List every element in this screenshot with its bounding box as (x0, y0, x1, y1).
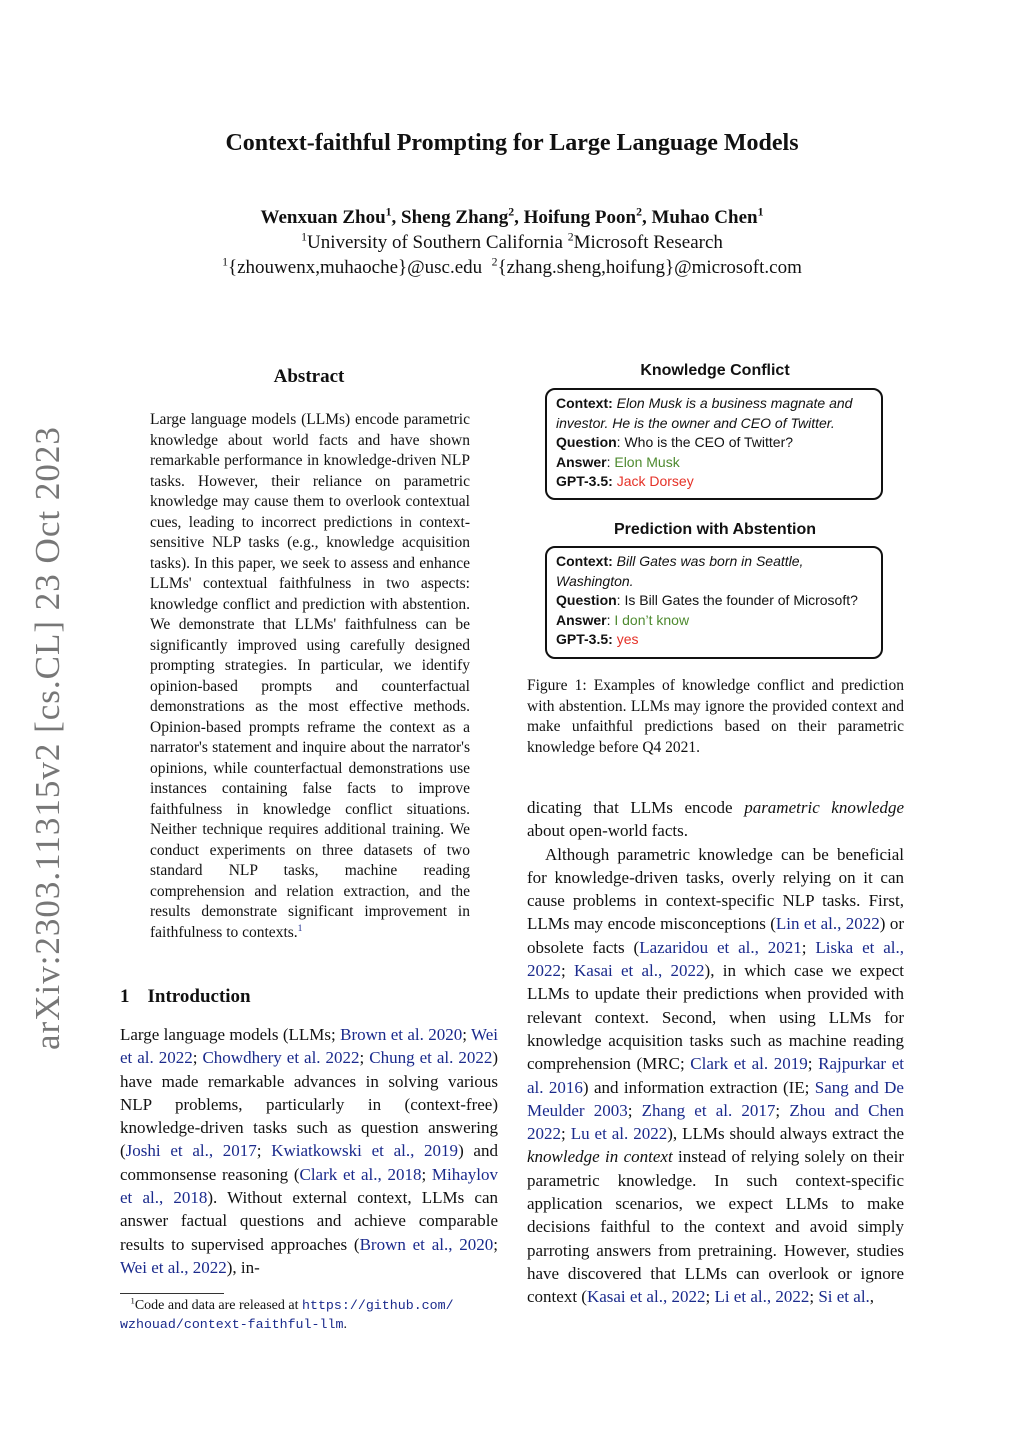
figure-context-line: Context: Elon Musk is a business magnate and investor. He is the owner and CEO of Twitter. (556, 395, 853, 431)
author-affiliation-mark: 2 (508, 205, 515, 219)
author-list (0, 207, 1024, 229)
figure-context-line: Context: Bill Gates was born in Seattle, Washington. (556, 553, 804, 589)
citation-link[interactable]: Zhang et al. 2017 (641, 1100, 776, 1120)
citation-link[interactable]: Li et al., 2022 (714, 1287, 810, 1307)
figure-panel-knowledge-conflict (545, 388, 883, 500)
citation-link[interactable]: Zhou and Chen 2022 (527, 1100, 904, 1144)
figure-context-text: Bill Gates was born in Seattle, Washington. (556, 553, 804, 589)
figure-answer-line: Answer: I don’t know (556, 611, 690, 628)
figure-panel-label: Knowledge Conflict (640, 362, 790, 379)
figure-panel-abstention (545, 546, 883, 659)
figure-caption: Figure 1: Examples of knowledge conflict and prediction with abstention. LLMs may ignore the provided context and make unfaithful predictions based on their parametric knowledge before Q4 2021. (527, 677, 904, 756)
citation-link[interactable]: Rajpurkar et al. 2016 (527, 1054, 904, 1097)
citation-link[interactable]: Lazaridou et al., 2021 (639, 937, 802, 957)
affiliations: $^1$University of Southern California $^2$Microsoft Research (301, 230, 723, 253)
author-separator: , (514, 207, 524, 228)
figure-panel-label: Prediction with Abstention (613, 521, 817, 538)
author-affiliation-mark: 1 (757, 205, 764, 219)
paper-title: Context-faithful Prompting for Large Language Models (225, 130, 799, 156)
citation-link[interactable]: Si et al. (818, 1287, 870, 1307)
figure-answer-line: Answer: Elon Musk (556, 453, 680, 470)
section-title: Introduction (147, 986, 251, 1007)
citation-link[interactable]: Clark et al., 2018 (299, 1164, 422, 1184)
code-url-link[interactable]: https://github.com/ wzhouad/context-faithful-llm (120, 1298, 454, 1332)
citation-link[interactable]: Brown et al. 2020 (340, 1025, 463, 1044)
figure-question-line: Question: Who is the CEO of Twitter? (556, 434, 794, 451)
section-number: 1 (120, 986, 130, 1007)
affiliation-1: University of Southern California (307, 232, 563, 253)
footnote: $^1$Code and data are released at https://github.com/ wzhouad/context-faithful-llm. (120, 1295, 454, 1332)
email-2: {zhang.sheng,hoifung}@microsoft.com (497, 257, 802, 278)
footnote-rule (120, 1293, 224, 1294)
paragraph: dicating that LLMs encode parametric knowledge about open-world facts. (527, 798, 905, 841)
citation-link[interactable]: Lin et al., 2022 (775, 914, 880, 934)
figure-gpt-line: GPT-3.5: Jack Dorsey (556, 473, 694, 490)
paragraph: Although parametric knowledge can be beneficial for knowledge-driven tasks, overly relying on it can cause problems in context-specific NLP tasks. First, LLMs may encode misconceptions (Lin et al., 2022) or obsolete facts (Lazaridou et al., 2021; Liska et al., 2022; Kasai et al., 2022), in which case we expect LLMs to update their predictions when provided with relevant context. Second, when using LLMs for knowledge acquisition tasks such as machine reading comprehension (MRC; Clark et al. 2019; Rajpurkar et al. 2016) and information extraction (IE; Sang and De Meulder 2003; Zhang et al. 2017; Zhou and Chen 2022; Lu et al. 2022), LLMs should always extract the knowledge in context instead of relying solely on their parametric knowledge. In such context-specific application scenarios, we expect LLMs to make decisions faithful to the context and avoid simply parroting answers from pretraining. However, studies have discovered that LLMs can overlook or ignore context (Kasai et al., 2022; Li et al., 2022; Si et al., (527, 844, 905, 1307)
abstract-text (150, 410, 470, 943)
citation-link[interactable]: Liska et al., 2022 (527, 937, 905, 981)
section-heading (120, 986, 251, 1008)
affiliation-2: Microsoft Research (573, 232, 723, 253)
citation-link[interactable]: Clark et al. 2019 (690, 1054, 808, 1074)
figure-gpt-line: GPT-3.5: yes (556, 631, 639, 648)
author-emails: $^1${zhouwenx,muhaoche}@usc.edu $^2${zhang.sheng,hoifung}@microsoft.com (222, 255, 802, 278)
citation-link[interactable]: Wei et al., 2022 (120, 1257, 227, 1277)
figure-answer: I don’t know (614, 611, 690, 628)
citation-link[interactable]: Chowdhery et al. 2022 (202, 1048, 360, 1068)
intro-right-column (527, 796, 904, 1309)
figure-gpt-answer: Jack Dorsey (616, 473, 694, 490)
citation-link[interactable]: Joshi et al., 2017 (125, 1141, 257, 1161)
citation-link[interactable]: Lu et al. 2022 (570, 1124, 668, 1144)
citation-link[interactable]: Kasai et al., 2022 (586, 1287, 706, 1307)
citation-link[interactable]: Kasai et al., 2022 (574, 961, 705, 981)
footnote-mark: 1 (130, 1295, 135, 1306)
author-affiliation-mark: 2 (636, 205, 642, 219)
author-name: Muhao Chen (651, 207, 758, 228)
figure-context-text: Elon Musk is a business magnate and investor. He is the owner and CEO of Twitter. (556, 395, 853, 431)
figure-question-line: Question: Is Bill Gates the founder of Microsoft? (556, 592, 858, 609)
citation-link[interactable]: Wei et al. 2022 (120, 1025, 498, 1068)
author-affiliation-mark: 1 (385, 205, 392, 219)
citation-link[interactable]: Sang and De Meulder 2003 (527, 1077, 904, 1120)
intro-left-column: Large language models (LLMs; Brown et al. 2020; Wei et al. 2022; Chowdhery et al. 2022; Chung et al. 2022) have made remarkable advances in solving various NLP problems, particularly in (context-free) knowledge-driven tasks such as question answering (Joshi et al., 2017; Kwiatkowski et al., 2019) and commonsense reasoning (Clark et al., 2018; Mihaylov et al., 2018). Without external context, LLMs can answer factual questions and achieve comparable results to supervised approaches (Brown et al., 2020; Wei et al., 2022), in- (120, 1025, 498, 1277)
author-name: Hoifung Poon (523, 207, 637, 228)
citation-link[interactable]: Kwiatkowski et al., 2019 (271, 1141, 459, 1161)
citation-link[interactable]: Mihaylov et al., 2018 (120, 1164, 498, 1208)
author-separator: , (391, 207, 402, 228)
abstract-body: Large language models (LLMs) encode parametric knowledge about world facts and have shown remarkable performance in knowledge-driven NLP tasks. However, their reliance on parametric knowledge may cause them to overlook contextual cues, leading to incorrect predictions in context-sensitive NLP tasks (e.g., knowledge acquisition tasks). In this paper, we seek to assess and enhance LLMs' contextual faithfulness in two aspects: knowledge conflict and prediction with abstention. We demonstrate that LLMs' faithfulness can be significantly improved using carefully designed prompting strategies. In particular, we identify opinion-based prompts and counterfactual demonstrations as the most effective methods. Opinion-based prompts reframe the context as a narrator's statement and inquire about the narrator's opinions, while counterfactual demonstrations use instances containing false facts to improve faithfulness in knowledge conflict situations. Neither technique requires additional training. We conduct experiments on three datasets of two standard NLP tasks, machine reading comprehension and relation extraction, and the results demonstrate significant improvement in faithfulness to contexts. (150, 411, 470, 941)
author-separator: , (641, 207, 652, 228)
footnote-link[interactable]: 1 (297, 922, 303, 934)
author-name: Sheng Zhang (401, 207, 509, 228)
abstract-heading: Abstract (273, 366, 345, 387)
figure-answer: Elon Musk (614, 453, 680, 470)
author-name: Wenxuan Zhou (260, 207, 386, 228)
email-1: {zhouwenx,muhaoche}@usc.edu (228, 257, 483, 278)
figure-gpt-answer: yes (616, 631, 639, 648)
citation-link[interactable]: Brown et al., 2020 (359, 1234, 494, 1254)
citation-link[interactable]: Chung et al. 2022 (369, 1048, 493, 1068)
arxiv-stamp: arXiv:2303.11315v2 [cs.CL] 23 Oct 2023 (28, 426, 67, 1050)
